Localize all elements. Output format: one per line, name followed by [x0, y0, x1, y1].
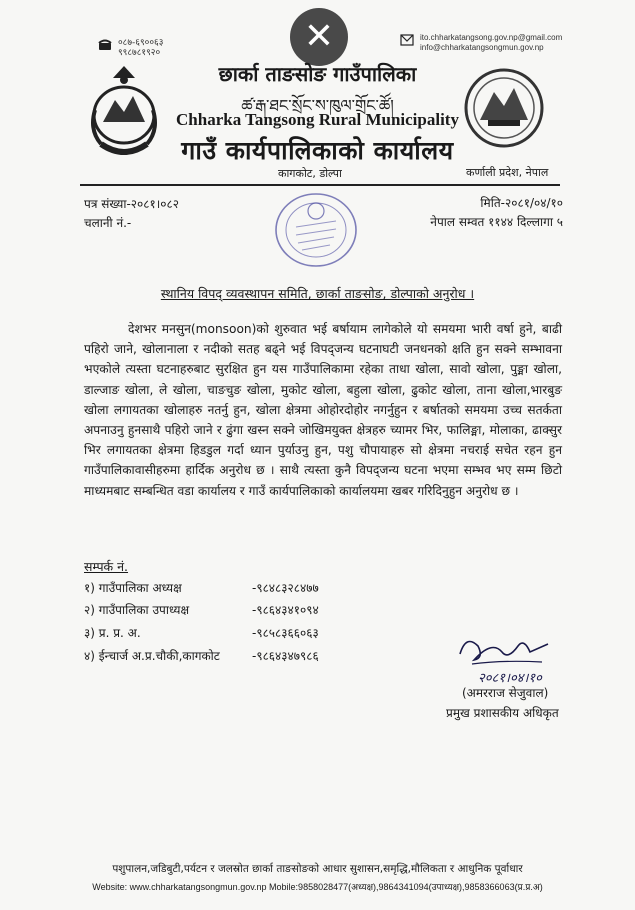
phone-icon: [98, 39, 112, 51]
contact-row: [84, 579, 319, 596]
letter-body: देशभर मनसुन(monsoon)को शुरुवात भई बर्षायाम लागेकोले यो समयमा भारी वर्षा हुने, बाढी पहिरो जाने, खोलानाला र नदीको सतह बढ्ने भई विपद्जन्य घटनाघटी जनधनको क्षति हुन सक्ने सम्भावना भएकोले त्यस्ता घटनाहरुबाट सुरक्षित हुन यस गाउँपालिकामा रहेका ताधा खोला, सावो खोला, पुङ्मा खोला, डाल्जाङ खोला, ले खोला, चाङचुङ खोला, मुकोट खोला, बहुला खोला, ढुकोट खोला, ताना खोला,भारबुङ खोला लगायतका खोलाहरु नतर्नु हुन, खोला क्षेत्रमा ओहोरदोहोर नगर्नुहुन र बर्षातको समयमा उच्च सतर्कता अपनाउनु हुनसाथै पहिरो जाने र ढुंगा खस्न सक्ने जोखिमयुक्त क्षेत्रहरु च्यामर भिर, फालिङ्मा, मोलाका, ढाक्सुर भिर लगायतका क्षेत्रमा हिडडुल गर्दा ध्यान पुर्याउनु हुन, पशु चौपायाहरु सो क्षेत्रमा नचराई सचेत रहन हुन गाउँपालिकावासीहरुमा हार्दिक अनुरोध छ । साथै त्यस्ता कुनै विपद्जन्य घटना भएमा सम्भव भए सम्म छिटो माध्यमबाट सम्बन्धित वडा कार्यालय र गाउँ कार्यपालिकाको कार्यालयमा खबर गरिदिनुहुन अनुरोध छ ।: [84, 322, 562, 498]
signer-name: (अमरराज सेजुवाल): [462, 686, 549, 700]
contact-row: [84, 647, 319, 664]
handwritten-date: २०८१।०४।१०: [478, 671, 542, 686]
signer-title: प्रमुख प्रशासकीय अधिकृत: [446, 706, 559, 720]
contact-number: -९८६४३४७९८६: [252, 649, 319, 663]
phone-numbers: [118, 38, 163, 58]
contact-role: १) गाउँपालिका अध्यक्ष: [84, 581, 182, 595]
footer-contact: Website: www.chharkatangsongmun.gov.np Mobile:9858028477(अध्यक्ष),9864341094(उपाध्यक्ष),9858366063(प्र.प्र.अ): [92, 882, 543, 892]
header-divider: [80, 184, 560, 186]
office-stamp: [266, 187, 366, 273]
dispatch-number: चलानी नं.-: [84, 216, 132, 230]
phone-number: ९९८७८१९२०: [118, 48, 161, 58]
letter-date-block: [405, 194, 563, 232]
close-button[interactable]: [290, 8, 348, 66]
nepal-samvat-date: नेपाल सम्वत ११४४ दिल्लागा ५: [430, 215, 563, 229]
contact-role: २) गाउँपालिका उपाध्यक्ष: [84, 603, 190, 617]
contact-number: -९८४८३२८४७७: [252, 581, 319, 595]
phone-number: ०८७-६९००६३: [118, 38, 164, 48]
org-name-nepali: छार्का ताङसोङ गाउँपालिका: [218, 62, 417, 86]
contact-number: -९८५८३६६०६३: [252, 626, 319, 640]
handwritten-signature: [452, 630, 564, 686]
org-name-english: Chharka Tangsong Rural Municipality: [176, 110, 459, 129]
email-address: ito.chharkatangsong.gov.np@gmail.com: [420, 33, 563, 42]
letter-date: मिति-२०८१/०४/१०: [480, 196, 563, 210]
footer-slogan: पशुपालन,जडिबुटी,पर्यटन र जलस्रोत छार्का ताङसोङको आधार सुशासन,समृद्धि,मौलिकता र आधुनिक पूर्वाधार: [112, 863, 523, 875]
office-title: गाउँ कार्यपालिकाको कार्यालय: [181, 136, 454, 165]
close-icon[interactable]: ✕: [303, 16, 335, 57]
letter-reference: [84, 195, 179, 233]
office-address: कागकोट, डोल्पा: [278, 167, 342, 180]
email-addresses: [420, 33, 562, 53]
email-address: info@chharkatangsongmun.gov.np: [420, 43, 544, 52]
contact-row: [84, 601, 319, 618]
email-icon: [400, 34, 414, 46]
contact-role: ३) प्र. प्र. अ.: [84, 626, 141, 640]
letter-number: पत्र संख्या-२०८१।०८२: [84, 197, 180, 211]
contact-role: ४) ईन्चार्ज अ.प्र.चौकी,कागकोट: [84, 649, 220, 663]
province-label: कर्णाली प्रदेश, नेपाल: [466, 166, 549, 179]
org-name-tibetan: ཚ་རྒ་ཐང་སྲོང་ས་ཁུལ་གྲོང་ཚོ།: [241, 96, 394, 115]
contact-row: [84, 624, 319, 641]
contact-number: -९८६४३४१०९४: [252, 603, 319, 617]
contacts-heading: सम्पर्क नं.: [84, 559, 129, 574]
letter-subject: स्थानिय विपद् व्यवस्थापन समिति, छार्का ताङसोङ, डोल्पाको अनुरोध ।: [160, 286, 475, 301]
